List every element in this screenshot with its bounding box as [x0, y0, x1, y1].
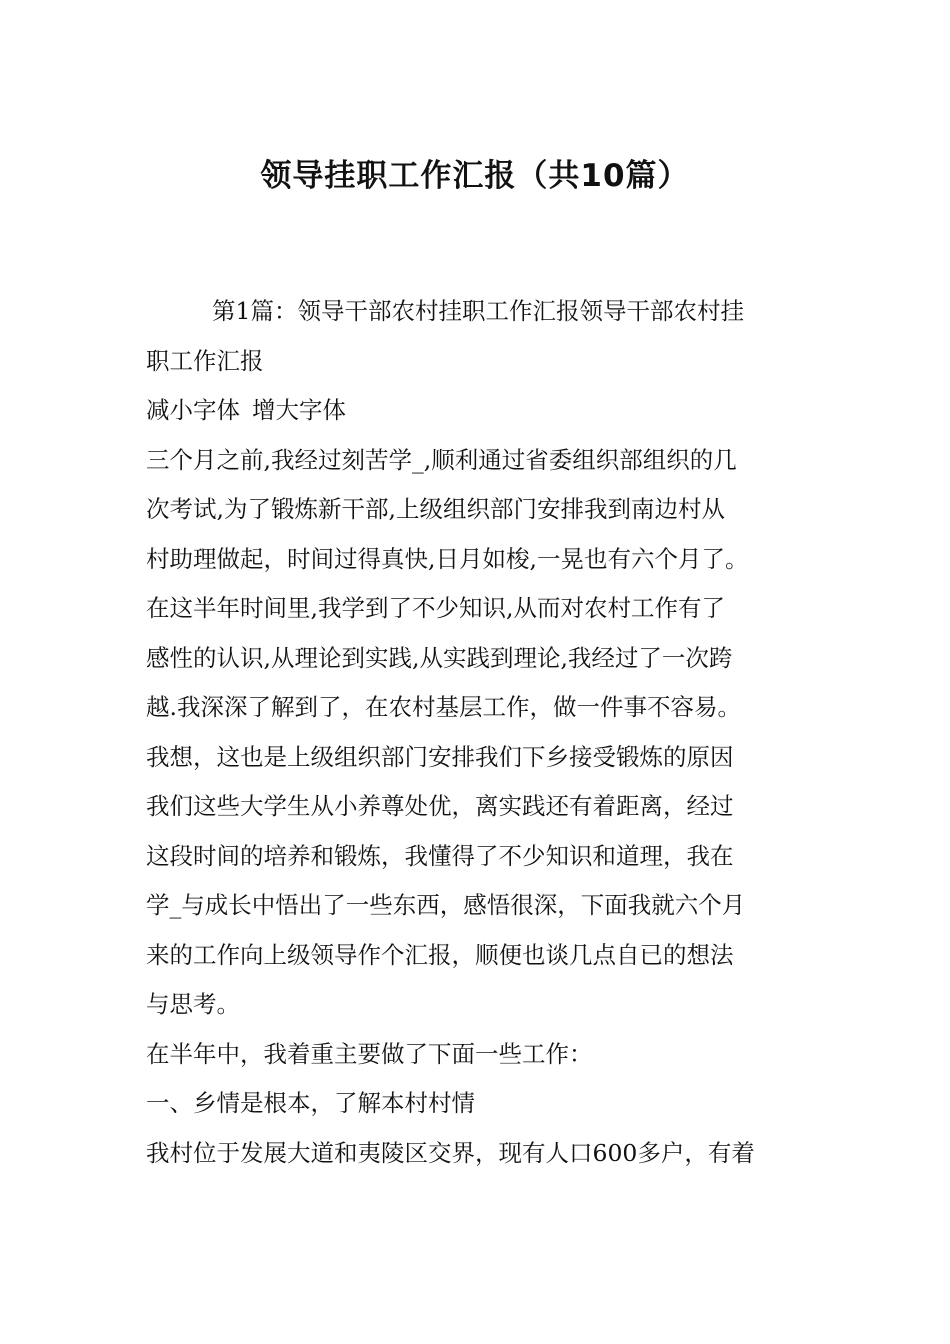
paragraph-line: 学_与成长中悟出了一些东西，感悟很深，下面我就六个月 [146, 891, 746, 919]
paragraph-line: 三个月之前,我经过刻苦学_,顺利通过省委组织部组织的几 [146, 445, 737, 474]
section-heading [146, 1079, 808, 1129]
paragraph-1 [146, 436, 808, 1030]
document-title: 领导挂职工作汇报（共10篇） [260, 158, 690, 194]
article-heading-line: 职工作汇报 [146, 346, 264, 375]
paragraph-line: 这段时间的培养和锻炼，我懂得了不少知识和道理，我在 [146, 841, 734, 870]
paragraph-line: 在半年中，我着重主要做了下面一些工作： [146, 1039, 593, 1068]
paragraph-line: 我们这些大学生从小养尊处优，离实践还有着距离，经过 [146, 792, 734, 820]
paragraph-line: 村助理做起，时间过得真快,日月如梭,一晃也有六个月了。 [146, 544, 749, 573]
article-heading [146, 287, 808, 386]
document-body [146, 287, 808, 1178]
article-heading-line: 第1篇：领导干部农村挂职工作汇报领导干部农村挂 [212, 297, 744, 325]
paragraph-line: 我想，这也是上级组织部门安排我们下乡接受锻炼的原因 [146, 742, 734, 771]
paragraph-line: 在这半年时间里,我学到了不少知识,从而对农村工作有了 [146, 594, 725, 622]
font-size-controls [146, 386, 808, 436]
paragraph-line: 越.我深深了解到了，在农村基层工作，做一件事不容易。 [146, 693, 741, 721]
paragraph-2 [146, 1030, 808, 1080]
paragraph-line: 来的工作向上级领导作个汇报，顺便也谈几点自已的想法 [146, 940, 734, 969]
paragraph-line: 与思考。 [146, 990, 240, 1018]
paragraph-line: 次考试,为了锻炼新干部,上级组织部门安排我到南边村从 [146, 495, 725, 523]
decrease-font-button[interactable]: 减小字体 [146, 396, 240, 424]
paragraph-line: 我村位于发展大道和夷陵区交界，现有人口600多户，有着 [146, 1138, 755, 1167]
section-heading-line: 一、乡情是根本，了解本村村情 [146, 1089, 475, 1117]
increase-font-button[interactable]: 增大字体 [252, 396, 346, 424]
paragraph-3 [146, 1129, 808, 1179]
paragraph-line: 感性的认识,从理论到实践,从实践到理论,我经过了一次跨 [146, 643, 733, 672]
